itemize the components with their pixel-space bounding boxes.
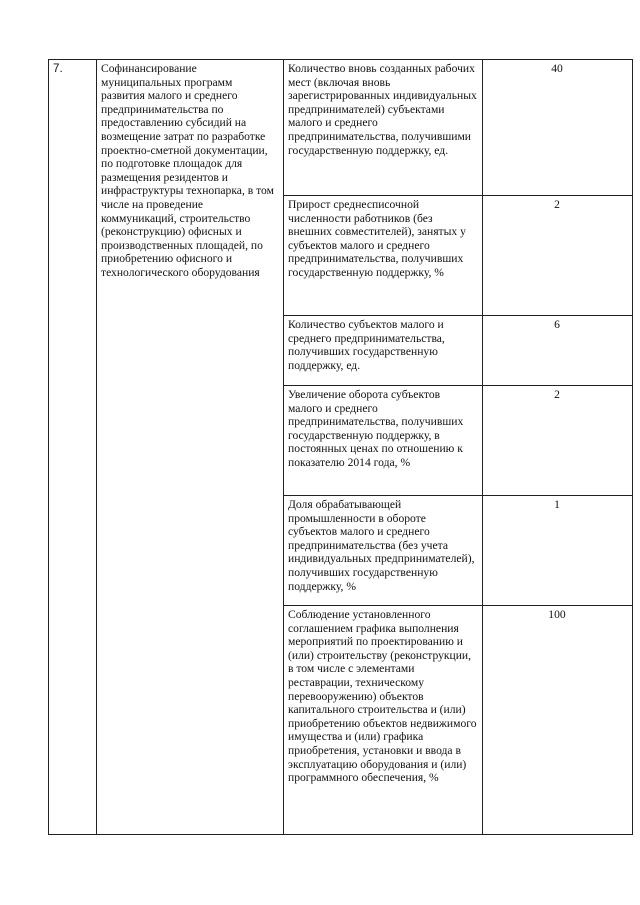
- indicator-name-cell: [284, 60, 483, 196]
- indicator-name: Соблюдение установленного соглашением графика выполнения мероприятий по проектированию и (или) строительству (реконструкции, в том числе с элементами реставрации, техническому перевооружению) объектов капитального строительства и (или) приобретению объектов недвижимого имущества и (или) графика приобретения, установки и ввода в эксплуатацию оборудования и (или) программного обеспечения, %: [288, 608, 477, 785]
- indicator-name: Количество вновь созданных рабочих мест (включая вновь зарегистрированных индивидуальных предпринимателей) субъектами малого и среднего предпринимательства, получившими государственную поддержку, ед.: [288, 62, 477, 157]
- event-description: Софинансирование муниципальных программ развития малого и среднего предпринимательства по предоставлению субсидий на возмещение затрат по разработке проектно-сметной документации, по подготовке площадок для размещения резидентов и инфраструктуры технопарка, в том числе на проведение коммуникаций, строительство (реконструкцию) офисных и производственных площадей, по приобретению офисного и технологического оборудования: [101, 62, 274, 279]
- indicator-value-cell: [483, 386, 633, 496]
- indicator-name: Увеличение оборота субъектов малого и среднего предпринимательства, получивших государственную поддержку, в постоянных ценах по отношению к показателю 2014 года, %: [288, 388, 464, 469]
- indicator-name-cell: [284, 196, 483, 316]
- indicators-table: [48, 59, 633, 835]
- indicator-name: Доля обрабатывающей промышленности в обороте субъектов малого и среднего предпринимательства (без учета индивидуальных предпринимателей), получивших государственную поддержку, %: [288, 498, 475, 593]
- indicator-value-cell: [483, 60, 633, 196]
- indicator-name-cell: [284, 386, 483, 496]
- indicator-value: 100: [548, 608, 566, 621]
- indicator-name: Прирост среднесписочной численности работников (без внешних совместителей), занятых у субъектов малого и среднего предпринимательства, получивших государственную поддержку, %: [288, 198, 466, 279]
- indicator-name-cell: [284, 496, 483, 606]
- indicator-value-cell: [483, 196, 633, 316]
- indicator-value-cell: [483, 606, 633, 835]
- indicator-name: Количество субъектов малого и среднего предпринимательства, получивших государственную поддержку, ед.: [288, 318, 445, 372]
- indicator-value-cell: [483, 316, 633, 386]
- indicator-value: 40: [551, 62, 563, 75]
- row-number-cell: [49, 60, 97, 835]
- event-cell: [97, 60, 284, 835]
- indicator-value: 6: [554, 318, 560, 331]
- indicator-value: 2: [554, 198, 560, 211]
- indicator-value-cell: [483, 496, 633, 606]
- indicator-value: 2: [554, 388, 560, 401]
- indicator-value: 1: [554, 498, 560, 511]
- table-row: [49, 60, 633, 196]
- indicator-name-cell: [284, 606, 483, 835]
- indicator-name-cell: [284, 316, 483, 386]
- row-number: 7.: [53, 62, 63, 75]
